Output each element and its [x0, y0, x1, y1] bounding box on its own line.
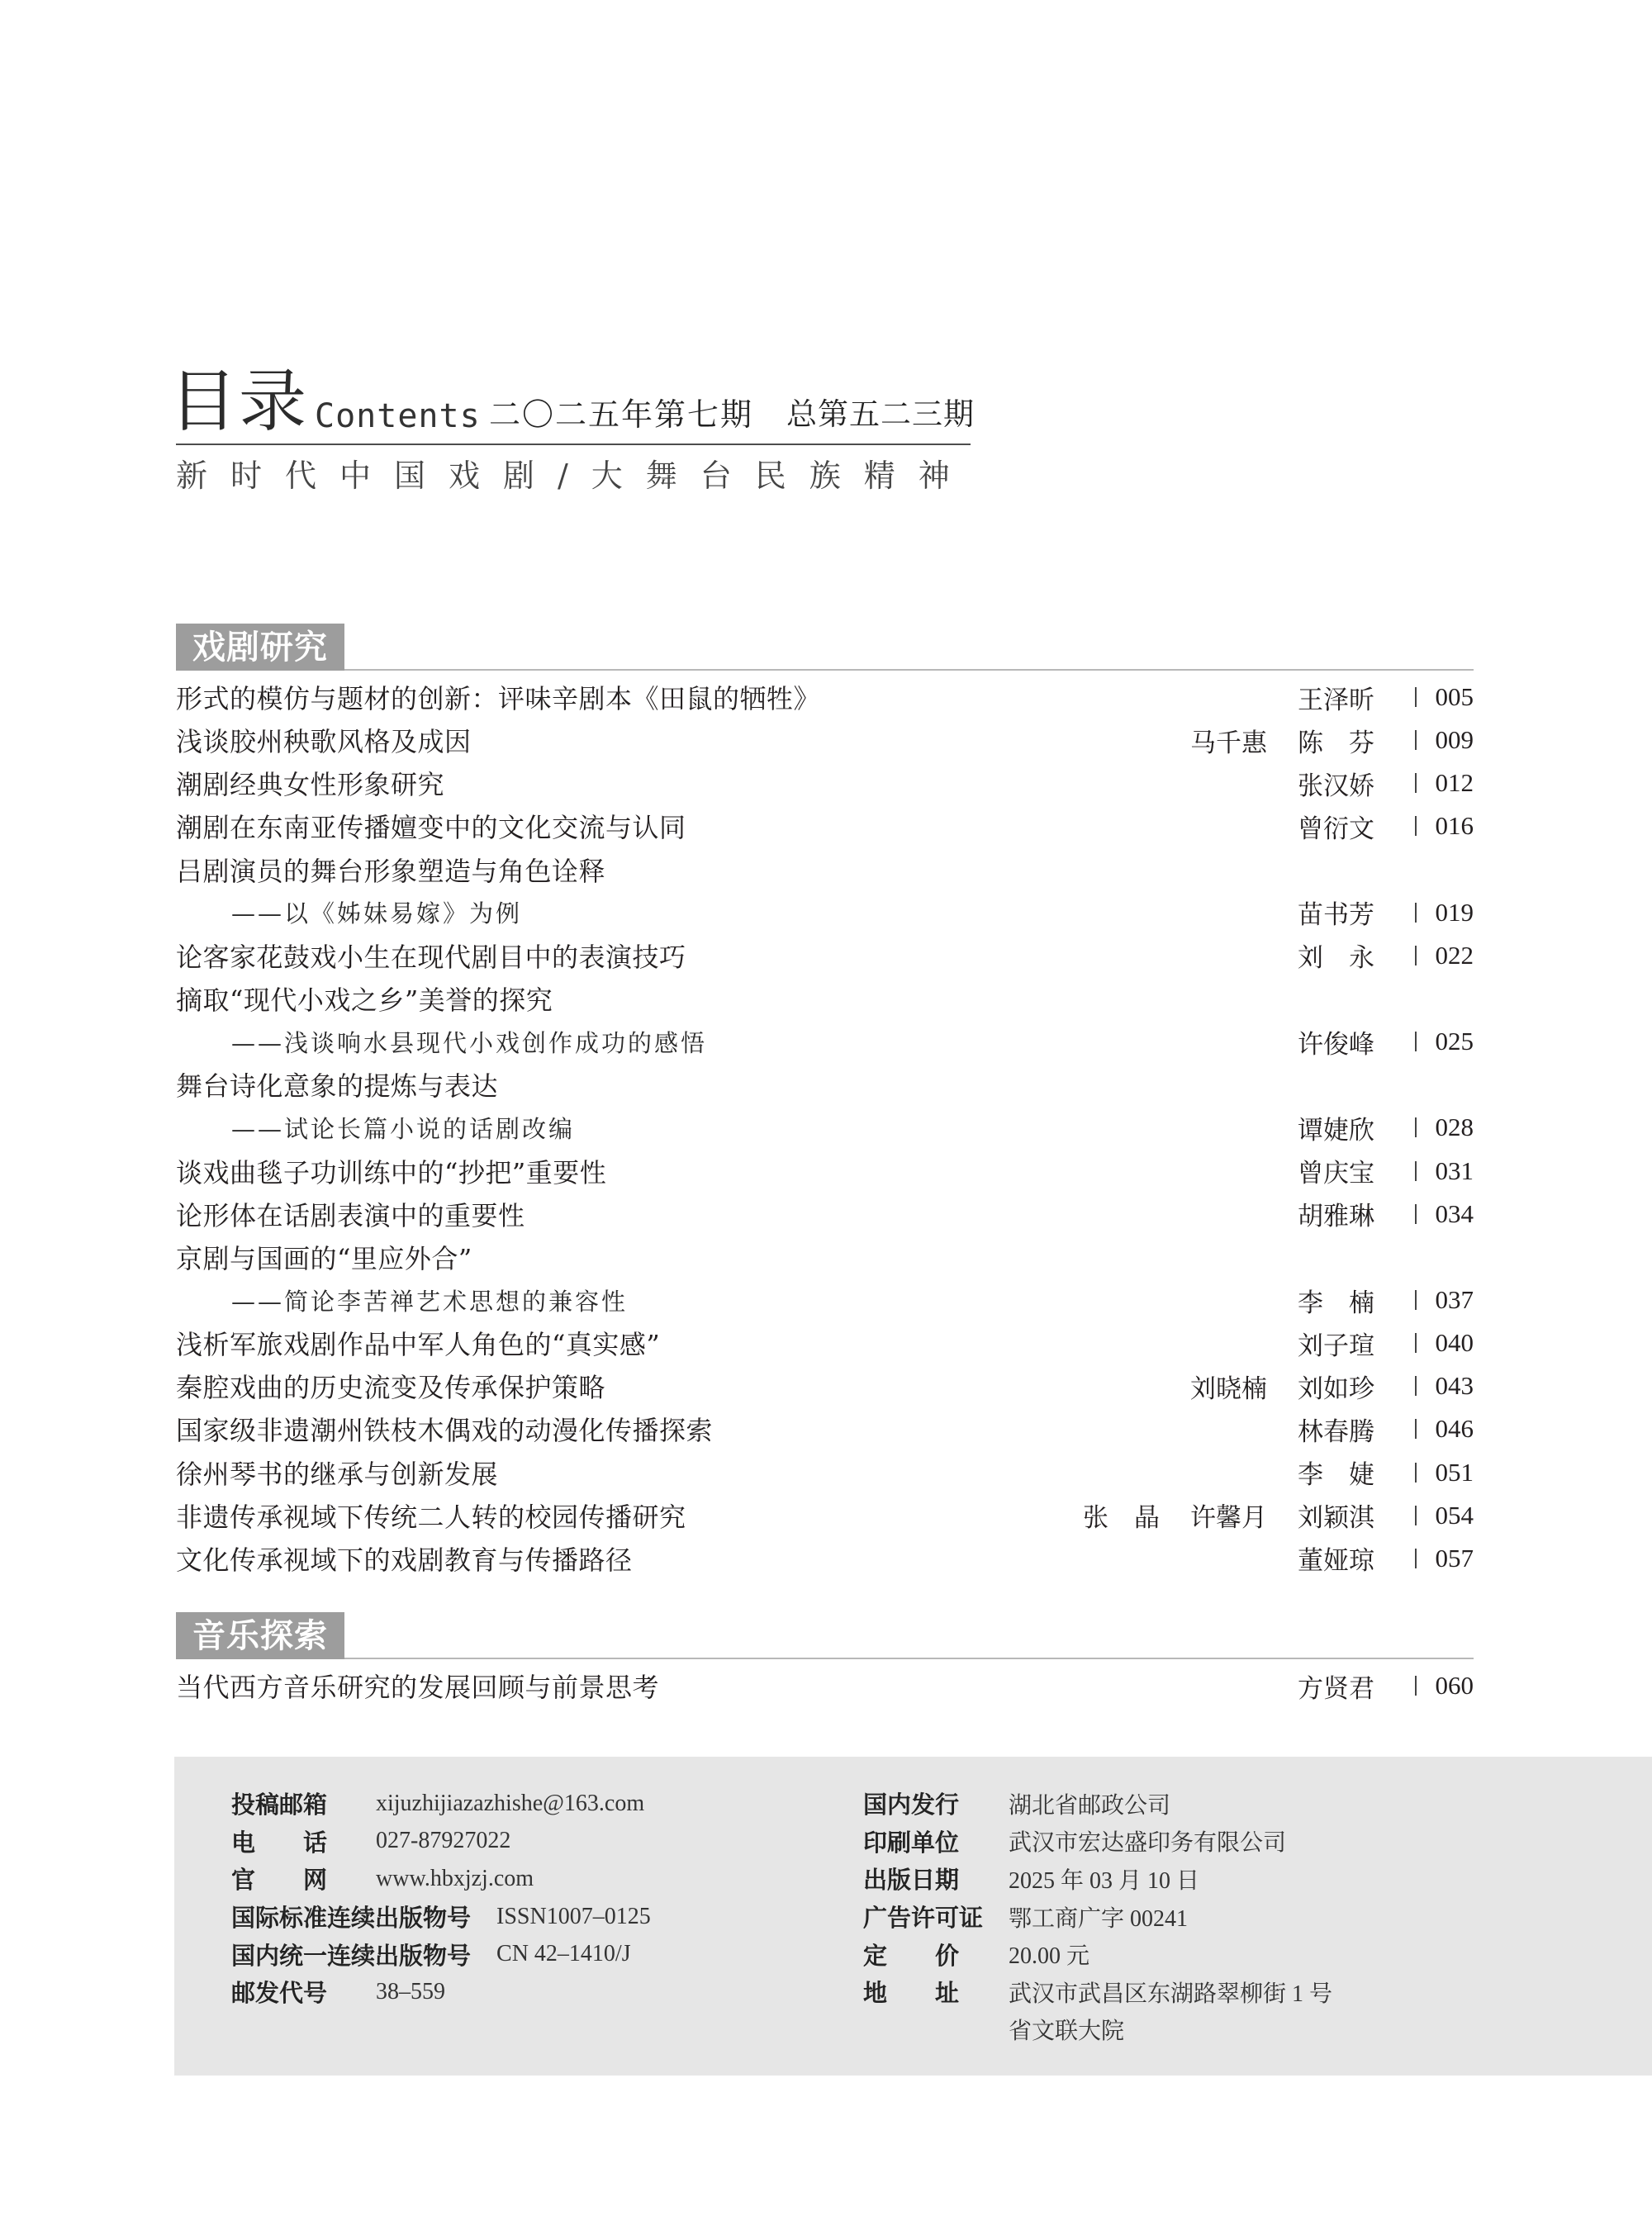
page-separator [1415, 1204, 1417, 1224]
entry-title: 吕剧演员的舞台形象塑造与角色诠释 [176, 855, 606, 887]
issue-label: 二〇二五年第七期 [489, 396, 754, 433]
entry-title: 形式的模仿与题材的创新：评味辛剧本《田鼠的牺牲》 [176, 683, 821, 715]
publication-info-left-column [231, 1785, 651, 2011]
entry-title: 浅析军旅戏剧作品中军人角色的“真实感” [176, 1329, 661, 1361]
page-separator [1415, 1117, 1417, 1137]
entry-title: 京剧与国画的“里应外合” [176, 1242, 472, 1274]
entry-title: 文化传承视域下的戏剧教育与传播路径 [176, 1544, 633, 1576]
page-number [1374, 1199, 1474, 1229]
entry-authors [1298, 1282, 1374, 1319]
entry-authors [1298, 1325, 1374, 1362]
contents-label: Contents [315, 397, 481, 435]
page-separator [1415, 1419, 1417, 1439]
entry-authors [1298, 1023, 1374, 1060]
page-number [1374, 811, 1474, 841]
entry-subtitle: ——以《姊妹易嫁》为例 [231, 899, 523, 928]
footer-label: 投稿邮箱 [231, 1791, 328, 1819]
footer-row [863, 1860, 1332, 1898]
footer-row [231, 1973, 651, 2011]
footer-value: 鄂工商广字 00241 [1009, 1905, 1189, 1932]
author-name: 方贤君 [1298, 1673, 1374, 1704]
toc-entry [176, 1364, 1474, 1407]
toc-entry [176, 1063, 1474, 1106]
page-number [1374, 1671, 1474, 1701]
page-number-value: 057 [1435, 1543, 1474, 1573]
entry-subtitle: ——试论长篇小说的话剧改编 [231, 1114, 576, 1143]
author-name: 刘 永 [1298, 943, 1374, 974]
page-number-value: 060 [1435, 1671, 1474, 1701]
author-name: 曾庆宝 [1298, 1159, 1374, 1189]
page-number [1374, 1544, 1474, 1573]
footer-row [231, 1860, 651, 1898]
footer-label: 定 价 [863, 1941, 960, 1970]
section-drama-research [176, 624, 1474, 1580]
page-separator [1415, 1032, 1417, 1051]
author-name: 刘颖淇 [1298, 1503, 1374, 1534]
entry-title: 浅谈胶州秧歌风格及成因 [176, 726, 472, 758]
page-separator [1415, 816, 1417, 836]
toc-entry [176, 676, 1474, 719]
entry-authors [1298, 1411, 1374, 1448]
author-name: 张 晶 [1083, 1503, 1160, 1534]
publication-info-panel [174, 1757, 1652, 2076]
page-number [1374, 1414, 1474, 1444]
author-name: 刘晓楠 [1190, 1373, 1267, 1404]
page-number-value: 025 [1435, 1027, 1474, 1056]
author-name: 胡雅琳 [1298, 1202, 1374, 1232]
header-divider [176, 444, 971, 445]
footer-value: xijuzhijiazazhishe@163.com [376, 1790, 645, 1816]
author-name: 李 楠 [1298, 1288, 1374, 1318]
footer-value: 20.00 元 [1009, 1943, 1090, 1970]
toc-entry [176, 761, 1474, 804]
footer-row [863, 1973, 1332, 2011]
toc-entry [176, 1193, 1474, 1236]
toc-entry-subtitle-line [176, 891, 1474, 934]
page-number-value: 019 [1435, 897, 1474, 927]
footer-row [863, 1935, 1332, 1973]
entry-title: 国家级非遗潮州铁枝木偶戏的动漫化传播探索 [176, 1415, 714, 1447]
entry-authors [1190, 722, 1374, 759]
section-music-exploration [176, 1612, 1474, 1707]
page-separator [1415, 1161, 1417, 1181]
author-name: 刘如珍 [1298, 1373, 1374, 1404]
page-number-value: 031 [1435, 1155, 1474, 1185]
footer-value: 武汉市宏达盛印务有限公司 [1009, 1830, 1287, 1857]
toc-entry-list [176, 676, 1474, 1580]
page-separator [1415, 946, 1417, 965]
page-separator [1415, 1463, 1417, 1483]
toc-entry [176, 934, 1474, 977]
entry-title: 秦腔戏曲的历史流变及传承保护策略 [176, 1372, 606, 1404]
toc-entry [176, 719, 1474, 761]
footer-value: CN 42–1410/J [496, 1941, 631, 1967]
author-name: 董娅琼 [1298, 1546, 1374, 1577]
footer-label: 邮发代号 [231, 1979, 328, 2008]
footer-value: ISSN1007–0125 [496, 1903, 651, 1929]
footer-value: 027-87927022 [376, 1828, 511, 1854]
magazine-slogan: 新时代中国戏剧/大舞台民族精神 [176, 458, 973, 494]
author-name: 马千惠 [1190, 728, 1267, 758]
page-number-value: 054 [1435, 1500, 1474, 1530]
footer-row [863, 1823, 1332, 1861]
entry-authors [1298, 1539, 1374, 1577]
page-number [1374, 1328, 1474, 1358]
page-number [1374, 1285, 1474, 1315]
footer-row [863, 1898, 1332, 1936]
entry-authors [1298, 1454, 1374, 1491]
footer-label: 国际标准连续出版物号 [231, 1904, 472, 1933]
section-heading: 戏剧研究 [176, 624, 344, 671]
footer-label: 地 址 [863, 1979, 960, 2008]
page-number-value: 043 [1435, 1371, 1474, 1401]
section-header [176, 1612, 1474, 1659]
author-name: 苗书芳 [1298, 900, 1374, 931]
footer-value: 湖北省邮政公司 [1009, 1792, 1171, 1819]
page-separator [1415, 1333, 1417, 1353]
page-number-value: 051 [1435, 1457, 1474, 1487]
entry-title: 摘取“现代小戏之乡”美誉的探究 [176, 984, 553, 1017]
footer-value: www.hbxjzj.com [376, 1865, 534, 1891]
entry-subtitle: ——浅谈响水县现代小戏创作成功的感悟 [231, 1028, 708, 1057]
toc-entry [176, 1150, 1474, 1193]
toc-entry [176, 1236, 1474, 1279]
author-name: 许馨月 [1190, 1503, 1267, 1534]
page-number [1374, 1156, 1474, 1186]
toc-entry [176, 1537, 1474, 1580]
toc-entry-list [176, 1664, 1474, 1707]
page-number [1374, 682, 1474, 712]
page-number-value: 046 [1435, 1414, 1474, 1444]
page-number [1374, 1027, 1474, 1056]
page-number [1374, 1458, 1474, 1487]
author-name: 谭婕欣 [1298, 1115, 1374, 1146]
section-header [176, 624, 1474, 671]
entry-authors [1298, 1152, 1374, 1189]
entry-authors [1298, 679, 1374, 716]
publication-info-right-column [863, 1785, 1332, 2048]
page-number-value: 009 [1435, 725, 1474, 755]
entry-title: 当代西方音乐研究的发展回顾与前景思考 [176, 1672, 660, 1704]
entry-subtitle: ——简论李苦禅艺术思想的兼容性 [231, 1287, 629, 1316]
footer-value-continuation: 省文联大院 [1009, 2019, 1125, 2045]
page-separator [1415, 1506, 1417, 1525]
entry-authors [1298, 808, 1374, 845]
toc-entry [176, 977, 1474, 1020]
footer-row-continuation [863, 2011, 1332, 2049]
author-name: 陈 芬 [1298, 728, 1374, 758]
page-number-value: 016 [1435, 811, 1474, 841]
page-separator [1415, 687, 1417, 707]
page-number-value: 028 [1435, 1112, 1474, 1142]
page-number [1374, 1371, 1474, 1401]
footer-label: 官 网 [231, 1866, 328, 1895]
page-number [1374, 898, 1474, 927]
total-issue-label: 总第五二三期 [786, 396, 975, 432]
toc-entry [176, 1494, 1474, 1537]
toc-entry [176, 1664, 1474, 1707]
page-separator [1415, 1676, 1417, 1696]
page-separator [1415, 773, 1417, 793]
footer-label: 出版日期 [863, 1866, 960, 1895]
entry-title: 谈戏曲毯子功训练中的“抄把”重要性 [176, 1156, 607, 1188]
page-number [1374, 1501, 1474, 1530]
toc-entry [176, 1451, 1474, 1494]
footer-label: 印刷单位 [863, 1828, 960, 1857]
page-separator [1415, 903, 1417, 923]
section-heading: 音乐探索 [176, 1612, 344, 1659]
entry-title: 论形体在话剧表演中的重要性 [176, 1199, 525, 1231]
footer-label: 国内发行 [863, 1791, 960, 1819]
author-name: 李 婕 [1298, 1460, 1374, 1491]
entry-title: 徐州琴书的继承与创新发展 [176, 1458, 499, 1490]
page-number-value: 040 [1435, 1328, 1474, 1358]
page-number-value: 037 [1435, 1285, 1474, 1315]
toc-entry-subtitle-line [176, 1106, 1474, 1149]
entry-title: 非遗传承视域下传统二人转的校园传播研究 [176, 1501, 686, 1533]
author-name: 曾衍文 [1298, 814, 1374, 844]
page-separator [1415, 730, 1417, 750]
footer-value: 38–559 [376, 1978, 445, 2004]
page-number [1374, 941, 1474, 970]
footer-row [231, 1785, 651, 1823]
entry-authors [1190, 1368, 1374, 1405]
entry-authors [1298, 1109, 1374, 1146]
toc-entry [176, 1407, 1474, 1450]
footer-row [863, 1785, 1332, 1823]
author-name: 刘子瑄 [1298, 1331, 1374, 1361]
entry-title: 论客家花鼓戏小生在现代剧目中的表演技巧 [176, 941, 686, 973]
entry-authors [1298, 937, 1374, 974]
page-number [1374, 1112, 1474, 1142]
page-number-value: 012 [1435, 768, 1474, 798]
entry-authors [1298, 1195, 1374, 1232]
entry-authors [1298, 894, 1374, 931]
footer-row [231, 1823, 651, 1861]
page-number-value: 034 [1435, 1198, 1474, 1228]
footer-value: 2025 年 03 月 10 日 [1009, 1867, 1200, 1894]
toc-title: 目录 [169, 363, 309, 441]
author-name: 张汉娇 [1298, 771, 1374, 801]
author-name: 王泽昕 [1298, 685, 1374, 715]
entry-authors [1298, 765, 1374, 802]
entry-title: 潮剧经典女性形象研究 [176, 769, 445, 801]
footer-label: 广告许可证 [863, 1904, 984, 1933]
author-name: 许俊峰 [1298, 1029, 1374, 1060]
page-number [1374, 725, 1474, 755]
entry-title: 潮剧在东南亚传播嬗变中的文化交流与认同 [176, 812, 686, 844]
footer-label: 国内统一连续出版物号 [231, 1941, 472, 1970]
page-separator [1415, 1549, 1417, 1568]
entry-authors [1083, 1497, 1374, 1534]
toc-entry-subtitle-line [176, 1279, 1474, 1321]
entry-authors [1298, 1668, 1374, 1705]
footer-row [231, 1898, 651, 1936]
page-number-value: 005 [1435, 682, 1474, 712]
footer-label: 电 话 [231, 1828, 328, 1857]
entry-title: 舞台诗化意象的提炼与表达 [176, 1070, 499, 1103]
toc-entry-subtitle-line [176, 1020, 1474, 1063]
toc-entry [176, 848, 1474, 891]
footer-row [231, 1935, 651, 1973]
page-separator [1415, 1290, 1417, 1310]
toc-entry [176, 1321, 1474, 1364]
page-number [1374, 768, 1474, 798]
toc-entry [176, 804, 1474, 847]
page-number-value: 022 [1435, 940, 1474, 970]
page-separator [1415, 1376, 1417, 1396]
author-name: 林春腾 [1298, 1416, 1374, 1447]
footer-value: 武汉市武昌区东湖路翠柳街 1 号 [1009, 1981, 1333, 2007]
